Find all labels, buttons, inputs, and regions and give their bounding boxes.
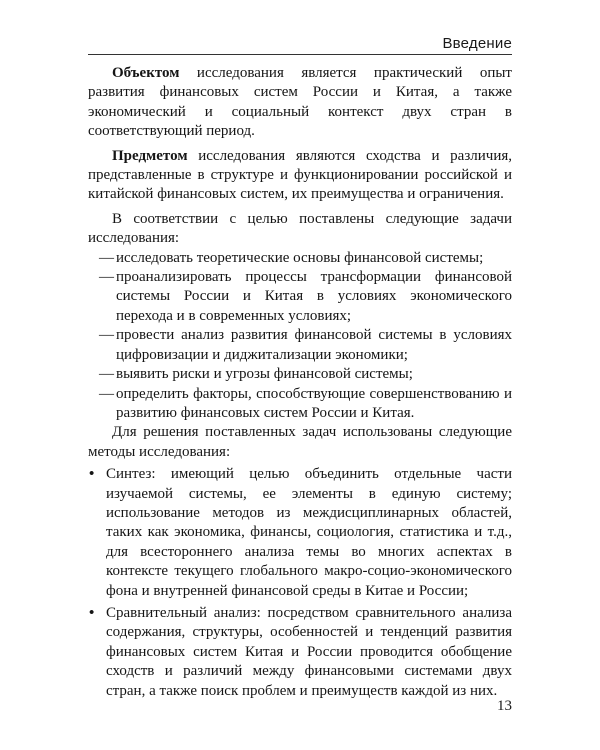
bullet-marker: • xyxy=(89,466,95,483)
dash-marker: — xyxy=(99,385,114,402)
task-text: определить факторы, способствующие совершенствованию и развитию финансовых систем России и Китая. xyxy=(116,385,512,421)
object-text: исследования является практический опыт развития финансовых систем России и Китая, а также экономический и социальный контекст двух стран в соответствующий период. xyxy=(88,65,512,140)
subject-term: Предметом xyxy=(112,147,188,164)
method-item xyxy=(88,604,512,701)
methods-intro: Для решения поставленных задач использованы следующие методы исследования: xyxy=(88,424,512,460)
method-text: Сравнительный анализ: посредством сравнительного анализа содержания, структуры, особенностей и тенденций развития финансовых систем Китая и России проводится обобщение сходств и различий между финансовыми системами двух стран, а также поиск проблем и преимуществ каждой из них. xyxy=(106,604,512,699)
page-body xyxy=(88,64,512,701)
dash-marker: — xyxy=(99,249,114,266)
dash-marker: — xyxy=(99,327,114,344)
tasks-intro: В соответствии с целью поставлены следующие задачи исследования: xyxy=(88,210,512,247)
task-item xyxy=(88,385,512,424)
task-item xyxy=(88,249,512,268)
task-text: выявить риски и угрозы финансовой системы; xyxy=(116,366,413,383)
task-item xyxy=(88,268,512,326)
task-item xyxy=(88,365,512,384)
task-item xyxy=(88,326,512,365)
task-text: провести анализ развития финансовой системы в условиях цифровизации и диджитализации экономики; xyxy=(116,327,512,363)
header-divider xyxy=(88,54,512,55)
bullet-marker: • xyxy=(89,604,95,621)
dash-marker: — xyxy=(99,366,114,383)
object-paragraph xyxy=(88,64,512,142)
object-term: Объектом xyxy=(112,65,180,81)
page-number: 13 xyxy=(497,698,512,714)
running-header-title: Введение xyxy=(442,35,512,52)
task-text: исследовать теоретические основы финансовой системы; xyxy=(116,249,484,266)
subject-paragraph xyxy=(88,147,512,205)
method-item xyxy=(88,465,512,601)
method-text: Синтез: имеющий целью объединить отдельные части изучаемой системы, ее элементы в единую систему; использование методов из междисциплинарных областей, таких как экономика, финансы, социология, статистика и т.д., для всестороннего анализа темы во многих аспектах в контексте текущего глобального макро-социо-экономического фона и внутренней финансовой среды в Китае и России; xyxy=(106,466,512,599)
subject-text: исследования являются сходства и различия, представленные в структуре и функционировании российской и китайской финансовых систем, их преимущества и ограничения. xyxy=(88,147,512,203)
dash-marker: — xyxy=(99,269,114,286)
task-text: проанализировать процессы трансформации финансовой системы России и Китая в условиях экономического перехода и в современных условиях; xyxy=(116,269,512,324)
